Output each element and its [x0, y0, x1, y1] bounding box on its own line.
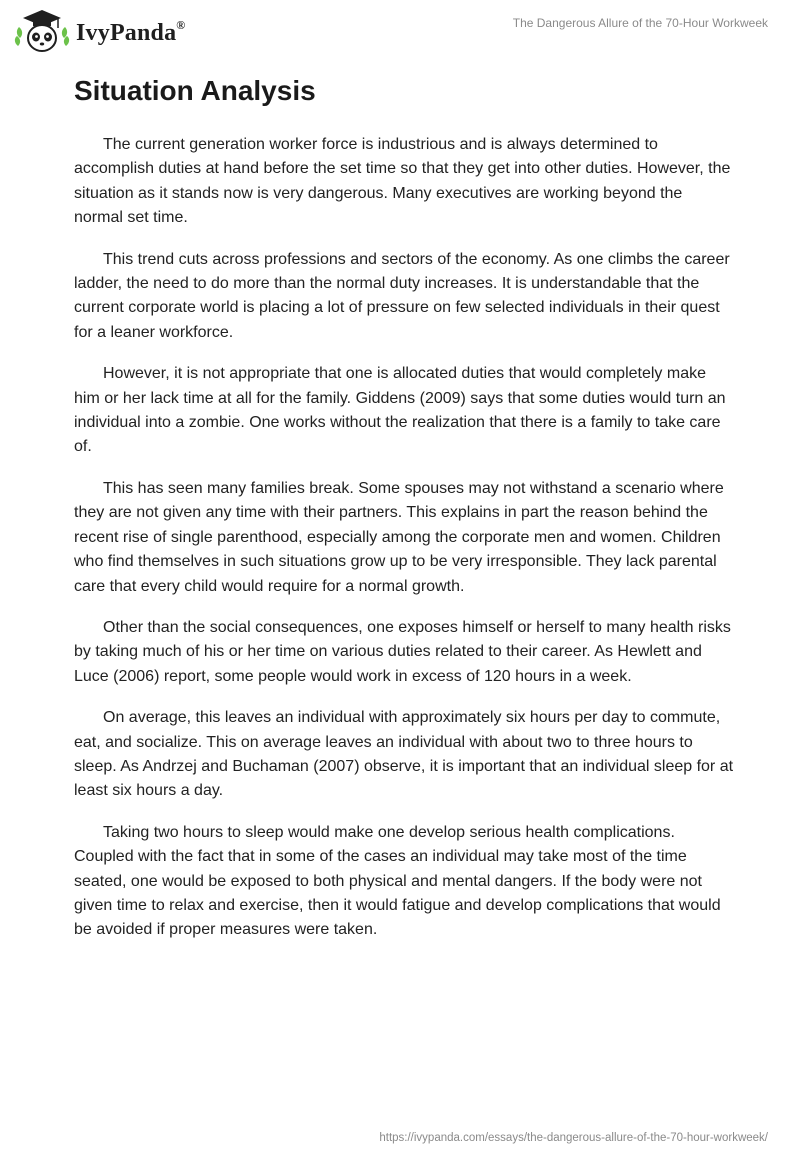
section-heading: Situation Analysis — [74, 75, 316, 106]
panda-graduation-cap-icon — [14, 8, 70, 56]
registered-mark: ® — [176, 17, 186, 32]
document-title: The Dangerous Allure of the 70-Hour Workweek — [512, 16, 768, 30]
paragraph: This has seen many families break. Some spouses may not withstand a scenario where they are not given any time with their partners. This explains in part the reason behind the recent rise of single parenthood, especially among the corporate men and women. Children who find themselves in such situations grow up to be very irresponsible. They lack parental care that every child would require for a normal growth. — [74, 479, 724, 595]
ivypanda-logo[interactable] — [14, 8, 185, 56]
paragraph: Taking two hours to sleep would make one develop serious health complications. Coupled with the fact that in some of the cases an individual may take most of the time seated, one would be exposed to both physical and mental dangers. If the body were not given time to relax and exercise, then it would fatigue and develop complications that would be avoided if proper measures were taken. — [74, 823, 721, 939]
paragraph: This trend cuts across professions and sectors of the economy. As one climbs the career ladder, the need to do more than the normal duty increases. It is understandable that the current corporate world is placing a lot of pressure on few selected individuals in their quest for a leaner workforce. — [74, 250, 730, 341]
paragraph: The current generation worker force is industrious and is always determined to accomplish duties at hand before the set time so that they get into other duties. However, the situation as it stands now is very dangerous. Many executives are working beyond the normal set time. — [74, 136, 731, 227]
paragraph: On average, this leaves an individual with approximately six hours per day to commute, eat, and socialize. This on average leaves an individual with about two to three hours to sleep. As Andrzej and Buchaman (2007) observe, it is important that an individual sleep for at least six hours a day. — [74, 709, 734, 800]
brand-name: IvyPanda® — [76, 17, 186, 46]
paragraph: However, it is not appropriate that one is allocated duties that would completely make him or her lack time at all for the family. Giddens (2009) says that some duties would turn an individual into a zombie. One works without the realization that there is a family to take care of. — [74, 365, 726, 456]
source-url-link[interactable]: https://ivypanda.com/essays/the-dangerous-allure-of-the-70-hour-workweek/ — [379, 1132, 768, 1144]
paragraph: Other than the social consequences, one exposes himself or herself to many health risks by taking much of his or her time on various duties related to their career. As Hewlett and Luce (2006) report, some people would work in excess of 120 hours in a week. — [74, 618, 731, 685]
page-header — [0, 0, 800, 60]
article-body — [74, 133, 734, 960]
